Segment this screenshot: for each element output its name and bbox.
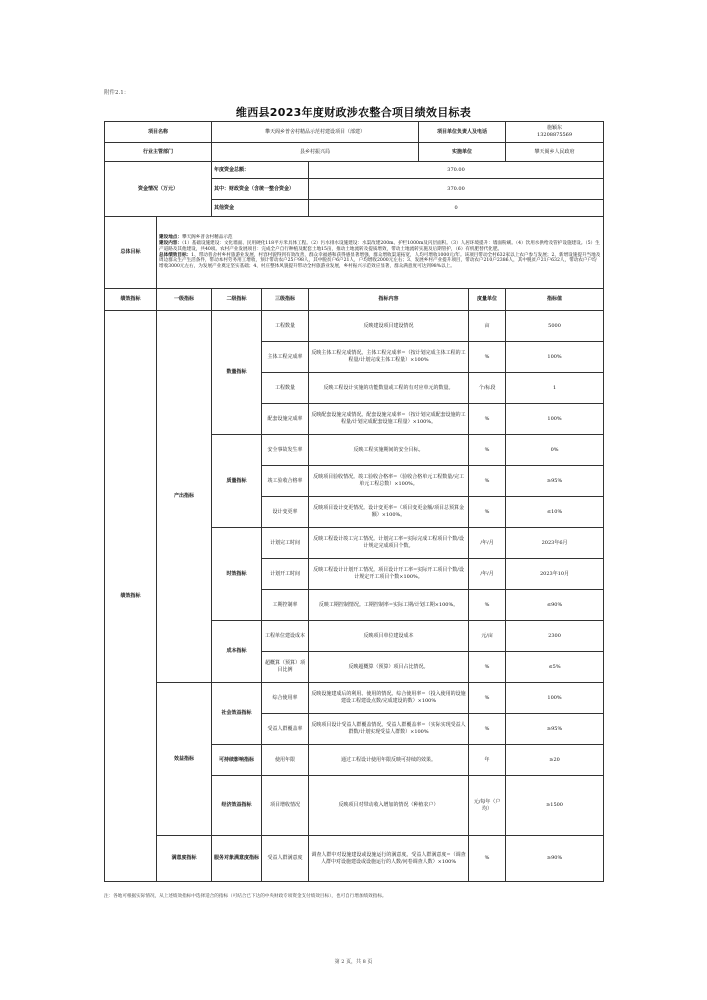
performance-target-table [104,121,604,882]
indicator-unit: 元/每年（户均） [469,776,506,836]
indicator-value: ≤5% [506,652,604,683]
indicator-unit: 亩 [469,311,506,342]
indicator-value: ≥95% [506,466,604,497]
content-label: 建设内容： [159,240,182,246]
indicator-content: 反映工程实施期间的安全目标。 [309,435,469,466]
project-name-label: 项目名称 [105,122,212,143]
indicator-name: 计划开工时间 [262,559,309,590]
satisfaction-label: 满意度指标 [157,836,212,882]
unit-value: 攀天阁乡人民政府 [506,143,604,162]
site-label: 建设地点： [159,234,182,240]
indicator-name: 竣工验收合格率 [262,466,309,497]
indicator-content: 反映超概算（预算）项目占比情况。 [309,652,469,683]
indicator-name: 工程单位建设成本 [262,621,309,652]
indicator-unit: % [469,836,506,882]
header-level2: 二级指标 [212,289,262,311]
indicator-content: 反映项目设计受益人群覆盖情况。受益人群覆盖率=（实际实现受益人群数/计划实现受益人群数）×100% [309,714,469,745]
indicator-name: 工程数量 [262,311,309,342]
page-number: 第 2 页，共 8 页 [334,959,373,965]
service-label: 服务对象满意度指标 [212,836,262,882]
output-label: 产出指标 [157,311,212,683]
unit-label: 实施单位 [419,143,506,162]
indicator-unit: % [469,590,506,621]
quantity-label: 数量指标 [212,311,262,435]
overall-content [157,217,604,289]
group-label: 绩效指标 [105,311,157,882]
indicator-value: ≥20 [506,745,604,776]
indicator-name: 综合使用率 [262,683,309,714]
indicator-unit: % [469,714,506,745]
indicator-name: 工程数量 [262,373,309,404]
attachment-label: 附件2.1： [104,90,130,96]
project-name-value: 攀天阁乡普舍村精品示范村建设项目（部建） [212,122,419,143]
indicator-unit: % [469,652,506,683]
indicator-value: 2023年10月 [506,559,604,590]
header-level1: 一级指标 [157,289,212,311]
funds-total-label: 年度资金总额： [212,162,309,179]
indicator-value: 5000 [506,311,604,342]
indicator-content: 反映配套设施完成情况。配套设施完成率=（按计划完成配套设施的工程量/计划完成配套设施工程量）×100%。 [309,404,469,435]
indicator-value: ≥95% [506,714,604,745]
benefit-label: 效益指标 [157,683,212,836]
header-content: 指标内容 [309,289,469,311]
indicator-value: 1 [506,373,604,404]
indicator-name: 超概算（预算）项目比例 [262,652,309,683]
indicator-unit: /年/月 [469,559,506,590]
indicator-content: 调查人群中对设施建设或设施运行的满意度。受益人群满意度=（调查人群中对设施建设或设施运行的人数/问卷调查人数）×100% [309,836,469,882]
funds-fiscal-label: 其中：财政资金（含统一整合资金） [212,179,309,200]
indicator-name: 主体工程完成率 [262,342,309,373]
funds-other-value: 0 [309,200,604,217]
indicator-content: 反映项目验收情况。竣工验收合格率=（验收合格单元工程数量/完工单元工程总数）×100%。 [309,466,469,497]
content-text: （1）基础设施建设：文化墙面、民用硬化118平方米具体工程。（2）污水排水设施建设：水渠改建200m、护栏1000m及闪层面积。（3）人居环境提升：墙面粉刷。（4）饮用水供给及管护设施建设。（5）生产道路及其他建设，共40项。农村产业发展项目：完成全户自行种植及配套土地15亩，推动土地流转及提质增效，带动土地流转实施及后期管护，（6）有机肥替代化肥。 [159,240,600,252]
indicator-content: 反映工程设计竣工完工情况。计划完工率=实际完成工程项目个数/设计规定完成项目个数。 [309,528,469,559]
indicator-value: 100% [506,404,604,435]
indicator-content: 反映项目设计变更情况。设计变更率=（项目变更金额/项目总预算金额）×100%。 [309,497,469,528]
funds-label: 资金情况（万元） [105,162,212,217]
target-text: 1、带动普舍村乡村旅游业发展，村容村貌得到有效改善，群众幸福感和获得感显著增强，群众增收渠道拓宽，人均可增收1000元/年。该项目带动全村632家以上农户参与发展；2、新增设施提升当地及周边群众生产生活条件，带动本村劳务用工增收，预计带动农户25户98人，其中脱贫户6户21人，户均增收2000元左右；3、发展乡村产业提升项目，带动农户210户2386人，其中脱贫户21户632人，带动农户户均增收3000元左右，为发展产业奠定坚实基础；4、村庄整体风貌提升带动全村旅游业发展，乡村振兴示范效应显著，群众满意度可达到98%以上。 [159,252,601,270]
indicator-unit: 年 [469,745,506,776]
indicator-content: 反映主体工程完成情况。主体工程完成率=（按计划完成主体工程的工程量/计划完成主体工程量）×100% [309,342,469,373]
header-unit: 度量单位 [469,289,506,311]
cost-label: 成本指标 [212,621,262,683]
indicator-name: 受益人群满意度 [262,836,309,882]
indicator-value: 2023年6月 [506,528,604,559]
indicator-name: 安全事故发生率 [262,435,309,466]
social-label: 社会效益指标 [212,683,262,745]
indicator-content: 反映工程设计实施的功能数量或工程的有对应单元的数量。 [309,373,469,404]
page-title: 维西县2023年度财政涉农整合项目绩效目标表 [235,106,472,119]
indicator-value: 100% [506,683,604,714]
indicator-content: 反映工期控制情况。工期控制率=实际工期/计划工期×100%。 [309,590,469,621]
indicator-unit: /年/月 [469,528,506,559]
target-label: 总体绩效目标： [159,252,192,258]
funds-fiscal-value: 370.00 [309,179,604,200]
indicator-unit: % [469,404,506,435]
indicator-value: ≥1500 [506,776,604,836]
funds-other-label: 其他资金 [212,200,309,217]
quality-label: 质量指标 [212,435,262,528]
indicator-content: 反映项目单位建设成本 [309,621,469,652]
indicator-value: 100% [506,342,604,373]
project-owner-value: 施颖东 13208875569 [506,122,604,143]
indicator-value: ≤10% [506,497,604,528]
indicator-name: 使用年限 [262,745,309,776]
sustain-label: 可持续影响指标 [212,745,262,776]
indicator-value: 2300 [506,621,604,652]
indicator-value: ≤90% [506,590,604,621]
indicator-name: 配套设施完成率 [262,404,309,435]
indicator-value: ≥90% [506,836,604,882]
site-text: 攀天阁乡普舍村精品示范 [181,234,233,240]
indicator-unit: % [469,683,506,714]
header-perf: 绩效指标 [105,289,157,311]
indicator-name: 受益人群覆盖率 [262,714,309,745]
dept-value: 县乡村振兴局 [212,143,419,162]
indicator-unit: % [469,435,506,466]
indicator-name: 计划完工时间 [262,528,309,559]
time-label: 时效指标 [212,528,262,621]
indicator-unit: % [469,497,506,528]
footnote: 注：各地可根据实际情况，从上述绩效指标中选择适合的指标（可结合已下达的中央财政专项资金支付绩效目标），也可自行增加绩效指标。 [104,894,387,899]
indicator-content: 反映建设项目建设情况 [309,311,469,342]
indicator-content: 通过工程设计使用年限反映可持续的效果。 [309,745,469,776]
funds-total-value: 370.00 [309,162,604,179]
header-level3: 三级指标 [262,289,309,311]
indicator-content: 反映工程设计计划开工情况。项目设计开工率=实际开工项目个数/设计规定开工项目个数×100%。 [309,559,469,590]
indicator-value: 0% [506,435,604,466]
indicator-content: 反映设施建成后的利用、使用的情况。综合使用率=（投入使用的设施建设工程建设点数/完成建设的数）×100% [309,683,469,714]
indicator-content: 反映项目对带动收入增加的情况（种植农户） [309,776,469,836]
economic-label: 经济效益指标 [212,776,262,836]
project-owner-label: 项目单位负责人及电话 [419,122,506,143]
indicator-name: 工期控制率 [262,590,309,621]
indicator-unit: 个/标段 [469,373,506,404]
indicator-name: 项目增收情况 [262,776,309,836]
overall-label: 总体目标 [105,217,157,289]
indicator-unit: % [469,466,506,497]
indicator-unit: 元/亩 [469,621,506,652]
indicator-unit: % [469,342,506,373]
dept-label: 行业主管部门 [105,143,212,162]
header-value: 指标值 [506,289,604,311]
indicator-name: 设计变更率 [262,497,309,528]
